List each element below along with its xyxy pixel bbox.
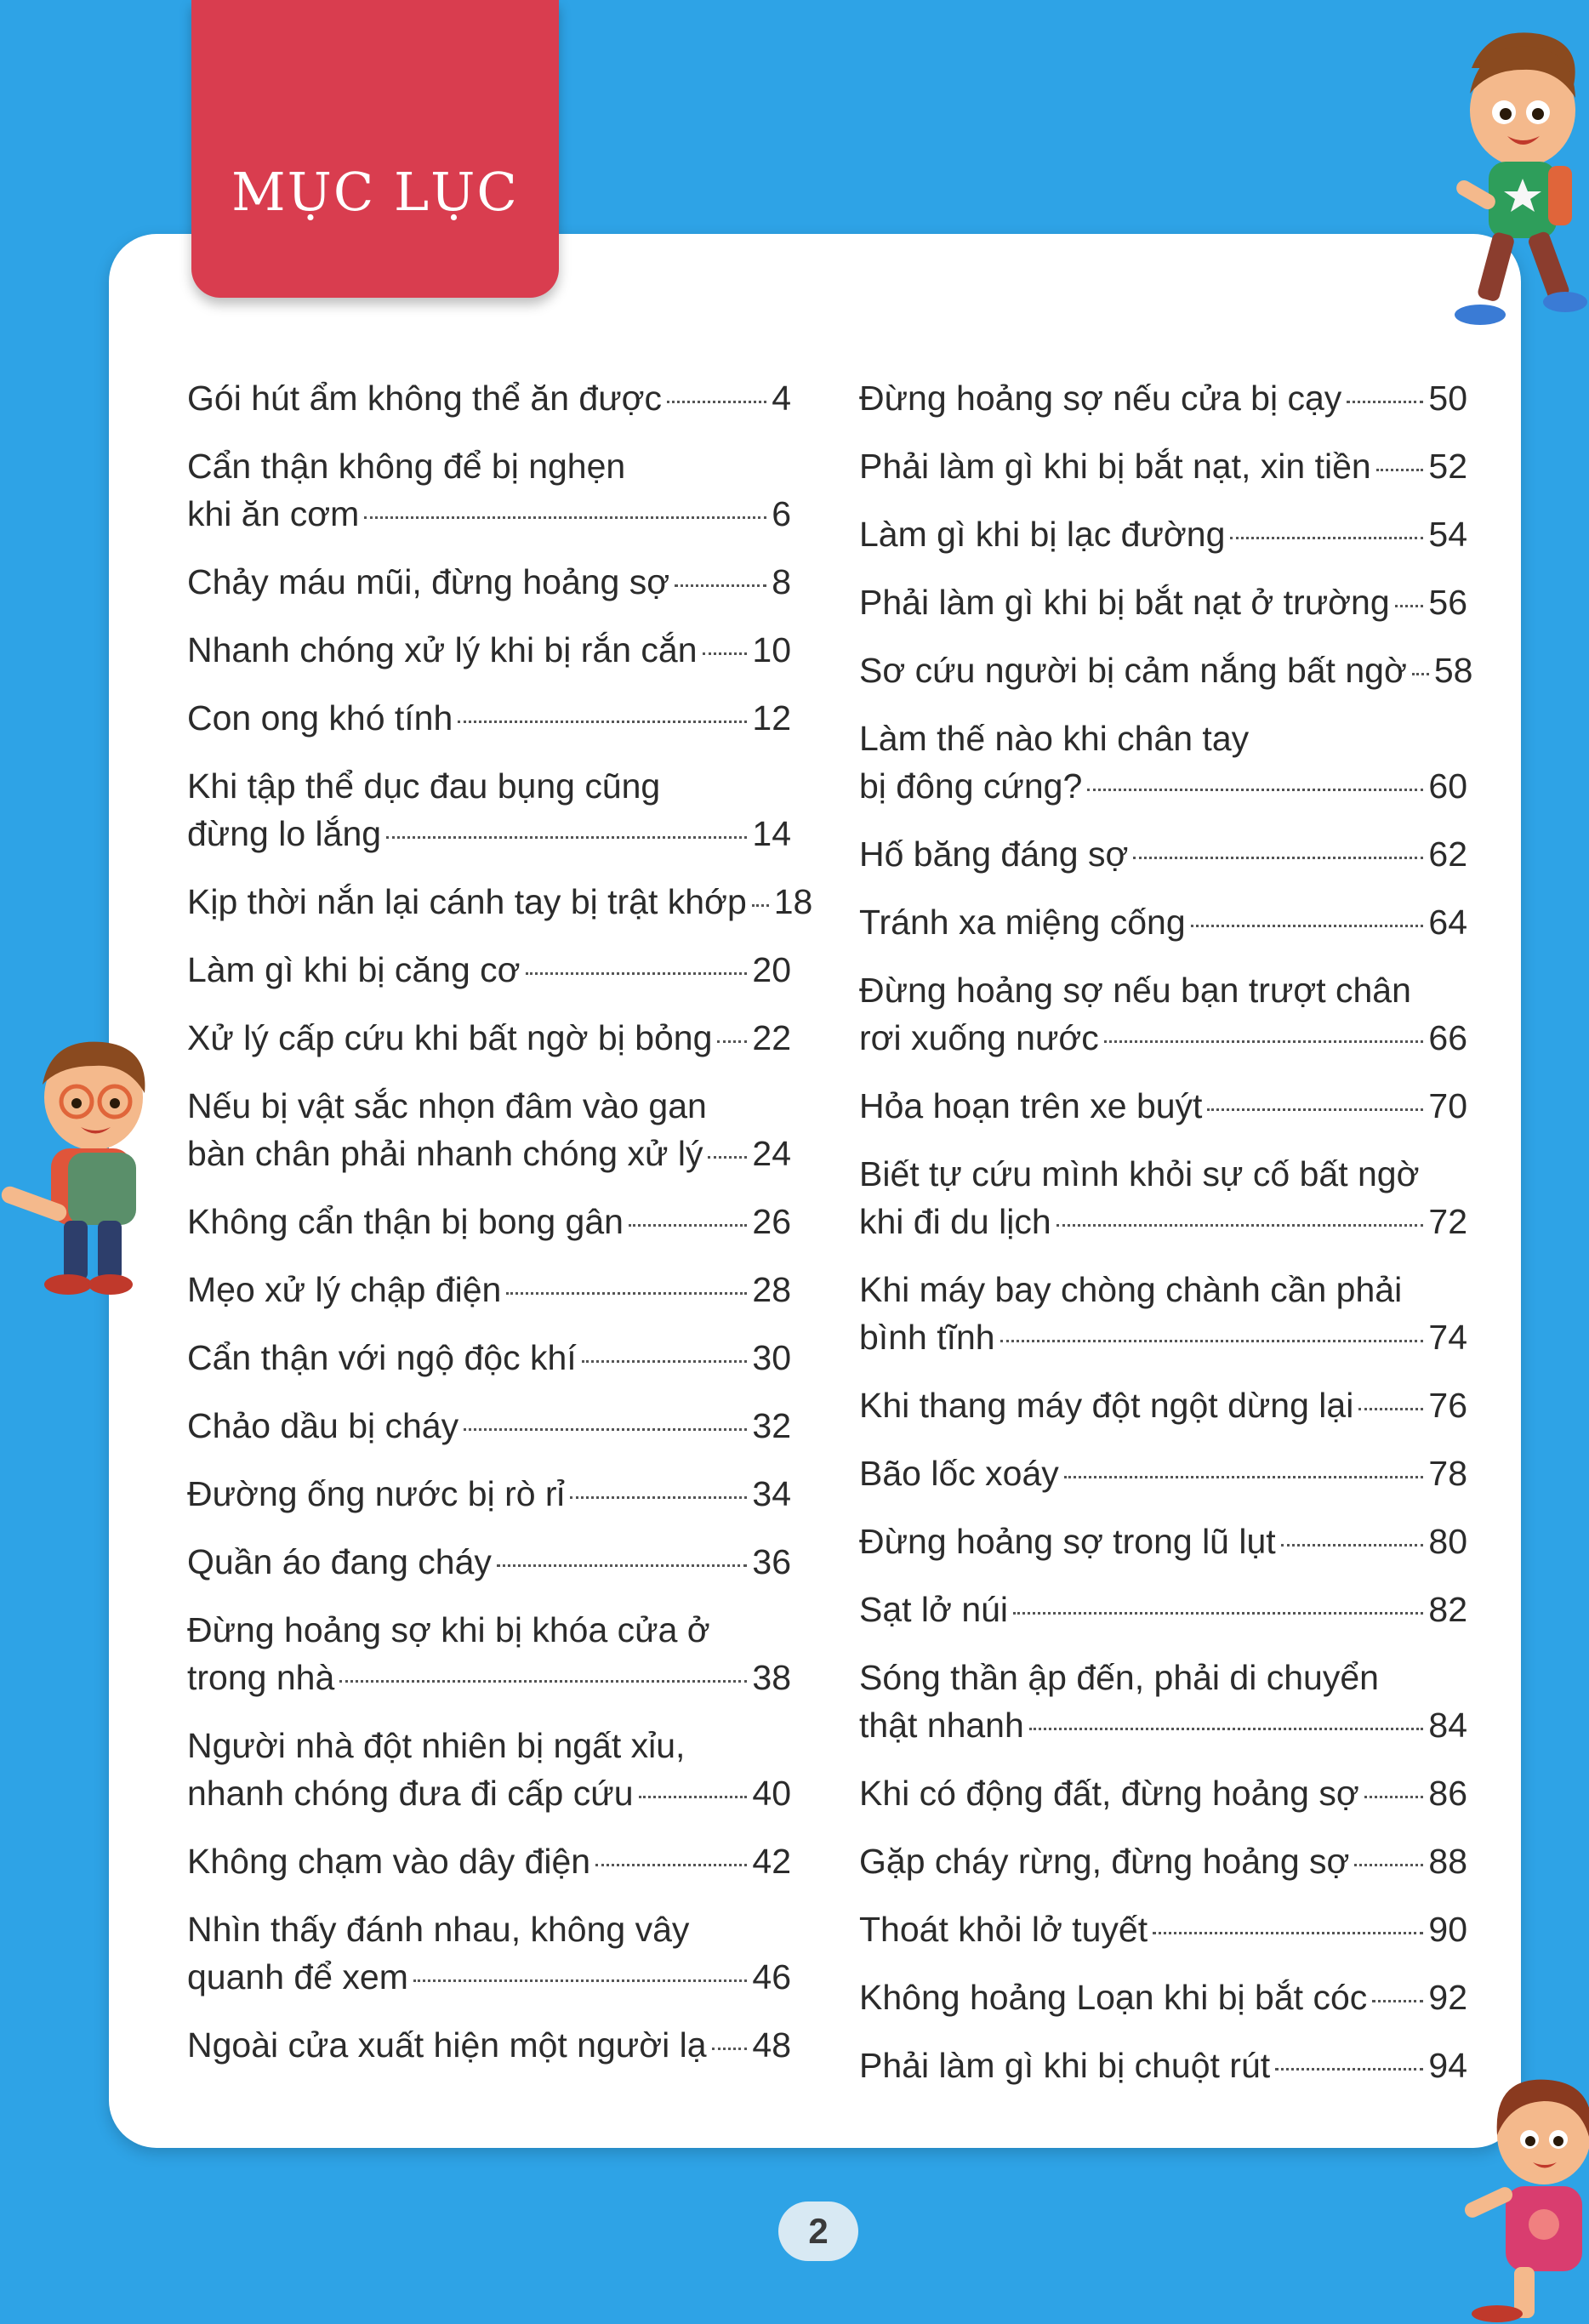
toc-entry xyxy=(859,1082,1467,1130)
toc-entry xyxy=(187,1198,791,1245)
toc-entry-title: Kịp thời nắn lại cánh tay bị trật khớp xyxy=(187,882,747,921)
toc-entry-page: 80 xyxy=(1428,1522,1467,1561)
toc-entry xyxy=(187,1470,791,1518)
toc-entry-title: Nhanh chóng xử lý khi bị rắn cắn xyxy=(187,630,698,669)
toc-entry xyxy=(187,1402,791,1450)
dot-leader xyxy=(413,1979,748,1982)
dot-leader xyxy=(708,1156,747,1159)
toc-entry-title: Hố băng đáng sợ xyxy=(859,834,1129,874)
toc-entry xyxy=(859,966,1467,1062)
toc-entry xyxy=(187,762,791,857)
dot-leader xyxy=(1347,401,1423,403)
toc-entry-page: 6 xyxy=(772,494,791,533)
toc-entry xyxy=(187,694,791,742)
toc-entry-page: 78 xyxy=(1428,1454,1467,1493)
toc-entry-page: 58 xyxy=(1433,651,1473,690)
title-tab xyxy=(191,0,559,298)
toc-column-left xyxy=(187,374,813,2089)
toc-entry-page: 74 xyxy=(1428,1318,1467,1357)
toc-entry-page: 28 xyxy=(752,1270,791,1309)
toc-entry-page: 60 xyxy=(1428,766,1467,806)
toc-entry-title: Xử lý cấp cứu khi bất ngờ bị bỏng xyxy=(187,1018,713,1057)
dot-leader xyxy=(1412,673,1429,675)
toc-entry-page: 66 xyxy=(1428,1018,1467,1057)
toc-entry xyxy=(859,510,1467,558)
dot-leader xyxy=(506,1292,747,1295)
toc-entry-page: 34 xyxy=(752,1474,791,1513)
toc-entry-title: Khi tập thể dục đau bụng cũng xyxy=(187,766,661,806)
toc-entry xyxy=(187,1266,791,1313)
toc-entry-title: Phải làm gì khi bị chuột rút xyxy=(859,2046,1271,2085)
toc-entry-title: Đừng hoảng sợ nếu cửa bị cạy xyxy=(859,379,1342,418)
toc-entry xyxy=(187,878,813,926)
toc-entry-title: Đừng hoảng sợ khi bị khóa cửa ở xyxy=(187,1610,710,1649)
toc-entry xyxy=(859,647,1473,694)
toc-entry-title: Làm gì khi bị căng cơ xyxy=(187,950,521,989)
dot-leader xyxy=(1104,1040,1424,1043)
dot-leader xyxy=(752,904,769,907)
dot-leader xyxy=(1207,1108,1423,1111)
page-title: MỤC LỤC xyxy=(231,161,519,223)
toc-entry xyxy=(859,1654,1467,1749)
toc-entry-page: 26 xyxy=(752,1202,791,1241)
toc-entry-title: Nhìn thấy đánh nhau, không vây xyxy=(187,1910,690,1949)
toc-entry-title: Sơ cứu người bị cảm nắng bất ngờ xyxy=(859,651,1407,690)
dot-leader xyxy=(703,652,748,655)
toc-entry-page: 86 xyxy=(1428,1774,1467,1813)
toc-entry-title: Người nhà đột nhiên bị ngất xỉu, xyxy=(187,1726,686,1765)
toc-entry-title: Không chạm vào dây điện xyxy=(187,1842,591,1881)
toc-entry-title: nhanh chóng đưa đi cấp cứu xyxy=(187,1774,634,1813)
toc-entry-title: Sạt lở núi xyxy=(859,1590,1009,1629)
dot-leader xyxy=(458,721,747,723)
toc-entry-title: Gặp cháy rừng, đừng hoảng sợ xyxy=(859,1842,1350,1881)
toc-entry-page: 70 xyxy=(1428,1086,1467,1125)
toc-entry-page: 38 xyxy=(752,1658,791,1697)
dot-leader xyxy=(364,516,766,519)
dot-leader xyxy=(570,1496,748,1499)
toc-entry-page: 64 xyxy=(1428,903,1467,942)
toc-entry xyxy=(187,1606,791,1701)
toc-entry-title: Hỏa hoạn trên xe buýt xyxy=(859,1086,1203,1125)
toc-entry-title: đừng lo lắng xyxy=(187,814,382,853)
toc-entry-title: Phải làm gì khi bị bắt nạt, xin tiền xyxy=(859,447,1371,486)
toc-entry-page: 20 xyxy=(752,950,791,989)
toc-entry xyxy=(187,442,791,538)
dot-leader xyxy=(1376,469,1424,471)
toc-entry-page: 12 xyxy=(752,698,791,738)
dot-leader xyxy=(639,1796,748,1798)
toc-entry xyxy=(187,946,791,994)
toc-entry xyxy=(859,830,1467,878)
toc-entry xyxy=(187,1082,791,1177)
toc-entry xyxy=(187,2021,791,2069)
toc-entry xyxy=(859,1518,1467,1565)
dot-leader xyxy=(1364,1796,1424,1798)
toc-entry-title: rơi xuống nước xyxy=(859,1018,1099,1057)
toc-entry-page: 76 xyxy=(1428,1386,1467,1425)
toc-entry xyxy=(859,1150,1467,1245)
toc-entry xyxy=(859,1769,1467,1817)
toc-entry xyxy=(859,374,1467,422)
dot-leader xyxy=(497,1564,748,1567)
dot-leader xyxy=(339,1680,747,1683)
toc-entry xyxy=(187,374,791,422)
dot-leader xyxy=(1029,1728,1424,1730)
toc-entry xyxy=(859,1974,1467,2021)
toc-entry xyxy=(187,1837,791,1885)
dot-leader xyxy=(1000,1340,1424,1342)
toc-entry-title: Khi thang máy đột ngột dừng lại xyxy=(859,1386,1354,1425)
dot-leader xyxy=(667,401,766,403)
toc-entry xyxy=(859,1837,1467,1885)
dot-leader xyxy=(1275,2068,1423,2071)
dot-leader xyxy=(1133,857,1423,859)
toc-entry-title: Không hoảng Loạn khi bị bắt cóc xyxy=(859,1978,1368,2017)
toc-entry xyxy=(859,715,1467,810)
toc-entry-title: bị đông cứng? xyxy=(859,766,1083,806)
toc-entry-title: Làm gì khi bị lạc đường xyxy=(859,515,1226,554)
dot-leader xyxy=(1013,1612,1423,1615)
toc-entry-page: 8 xyxy=(772,562,791,601)
toc-entry-title: Quần áo đang cháy xyxy=(187,1542,492,1581)
toc-entry xyxy=(859,1586,1467,1633)
toc-entry-title: Không cẩn thận bị bong gân xyxy=(187,1202,624,1241)
toc-entry-page: 42 xyxy=(752,1842,791,1881)
toc-entry-title: Đừng hoảng sợ nếu bạn trượt chân xyxy=(859,971,1411,1010)
toc-column-right xyxy=(859,374,1473,2110)
toc-entry-page: 82 xyxy=(1428,1590,1467,1629)
toc-entry-title: Ngoài cửa xuất hiện một người lạ xyxy=(187,2025,707,2065)
toc-entry-title: thật nhanh xyxy=(859,1706,1024,1745)
dot-leader xyxy=(1395,605,1424,607)
dot-leader xyxy=(717,1040,747,1043)
toc-entry-page: 14 xyxy=(752,814,791,853)
toc-entry-title: Sóng thần ập đến, phải di chuyển xyxy=(859,1658,1379,1697)
dot-leader xyxy=(1056,1224,1424,1227)
dot-leader xyxy=(712,2048,748,2050)
toc-entry-page: 84 xyxy=(1428,1706,1467,1745)
toc-entry-page: 18 xyxy=(773,882,813,921)
toc-entry-page: 40 xyxy=(752,1774,791,1813)
toc-entry xyxy=(859,1450,1467,1497)
toc-entry xyxy=(187,1334,791,1381)
toc-entry-title: Phải làm gì khi bị bắt nạt ở trường xyxy=(859,583,1390,622)
toc-entry xyxy=(859,898,1467,946)
toc-entry xyxy=(187,558,791,606)
toc-entry xyxy=(187,1722,791,1817)
toc-entry xyxy=(187,626,791,674)
toc-entry xyxy=(859,1905,1467,1953)
dot-leader xyxy=(1354,1864,1423,1866)
toc-entry-page: 30 xyxy=(752,1338,791,1377)
dot-leader xyxy=(386,836,747,839)
toc-entry-page: 48 xyxy=(752,2025,791,2065)
toc-entry-title: Làm thế nào khi chân tay xyxy=(859,719,1250,758)
toc-entry-page: 4 xyxy=(772,379,791,418)
toc-entry-title: Biết tự cứu mình khỏi sự cố bất ngờ xyxy=(859,1154,1420,1193)
toc-entry-title: Nếu bị vật sắc nhọn đâm vào gan xyxy=(187,1086,707,1125)
boy-illustration-left xyxy=(0,1025,157,1306)
toc-entry-page: 90 xyxy=(1428,1910,1467,1949)
toc-entry-title: Thoát khỏi lở tuyết xyxy=(859,1910,1148,1949)
toc-entry xyxy=(187,1014,791,1062)
girl-illustration-bottom-right xyxy=(1463,2059,1589,2324)
page-number: 2 xyxy=(778,2202,858,2261)
toc-entry xyxy=(187,1538,791,1586)
toc-entry xyxy=(859,578,1467,626)
toc-entry xyxy=(859,1381,1467,1429)
dot-leader xyxy=(1191,925,1424,927)
toc-entry-page: 52 xyxy=(1428,447,1467,486)
dot-leader xyxy=(1153,1932,1423,1934)
toc-entry-title: Con ong khó tính xyxy=(187,698,453,738)
toc-entry-title: Chảo dầu bị cháy xyxy=(187,1406,459,1445)
toc-entry-title: Chảy máu mũi, đừng hoảng sợ xyxy=(187,562,670,601)
toc-entry xyxy=(859,2042,1467,2089)
toc-entry-page: 94 xyxy=(1428,2046,1467,2085)
toc-entry-page: 46 xyxy=(752,1957,791,1996)
toc-entry-title: trong nhà xyxy=(187,1658,335,1697)
toc-entry-page: 22 xyxy=(752,1018,791,1057)
toc-entry-title: Khi máy bay chòng chành cần phải xyxy=(859,1270,1403,1309)
toc-entry-page: 72 xyxy=(1428,1202,1467,1241)
toc-entry-title: Cẩn thận không để bị nghẹn xyxy=(187,447,626,486)
dot-leader xyxy=(1230,537,1423,539)
dot-leader xyxy=(1372,2000,1423,2002)
toc-entry-page: 62 xyxy=(1428,834,1467,874)
toc-entry-title: Tránh xa miệng cống xyxy=(859,903,1186,942)
toc-entry-title: Mẹo xử lý chập điện xyxy=(187,1270,502,1309)
toc-entry xyxy=(859,442,1467,490)
toc-entry xyxy=(187,1905,791,2001)
toc-entry-page: 88 xyxy=(1428,1842,1467,1881)
toc-entry-title: Gói hút ẩm không thể ăn được xyxy=(187,379,663,418)
toc-entry-page: 10 xyxy=(752,630,791,669)
toc-entry-page: 50 xyxy=(1428,379,1467,418)
toc-entry-page: 92 xyxy=(1428,1978,1467,2017)
dot-leader xyxy=(675,584,766,587)
dot-leader xyxy=(629,1224,747,1227)
toc-entry-title: bình tĩnh xyxy=(859,1318,995,1357)
toc-entry-title: Đừng hoảng sợ trong lũ lụt xyxy=(859,1522,1276,1561)
dot-leader xyxy=(582,1360,748,1363)
toc-entry-title: bàn chân phải nhanh chóng xử lý xyxy=(187,1134,703,1173)
dot-leader xyxy=(464,1428,747,1431)
toc-entry-page: 54 xyxy=(1428,515,1467,554)
dot-leader xyxy=(1087,789,1423,791)
toc-entry-page: 36 xyxy=(752,1542,791,1581)
toc-entry-title: Bão lốc xoáy xyxy=(859,1454,1059,1493)
dot-leader xyxy=(526,972,748,975)
dot-leader xyxy=(1281,1544,1424,1546)
dot-leader xyxy=(595,1864,747,1866)
toc-entry-title: Đường ống nước bị rò rỉ xyxy=(187,1474,565,1513)
toc-entry-title: Cẩn thận với ngộ độc khí xyxy=(187,1338,577,1377)
toc-entry xyxy=(859,1266,1467,1361)
toc-entry-page: 24 xyxy=(752,1134,791,1173)
boy-illustration-top-right xyxy=(1438,17,1589,340)
toc-entry-title: Khi có động đất, đừng hoảng sợ xyxy=(859,1774,1359,1813)
dot-leader xyxy=(1064,1476,1424,1478)
toc-entry-title: khi đi du lịch xyxy=(859,1202,1051,1241)
toc-entry-title: quanh để xem xyxy=(187,1957,408,1996)
toc-entry-page: 56 xyxy=(1428,583,1467,622)
dot-leader xyxy=(1358,1408,1423,1410)
toc-entry-page: 32 xyxy=(752,1406,791,1445)
toc-entry-title: khi ăn cơm xyxy=(187,494,360,533)
